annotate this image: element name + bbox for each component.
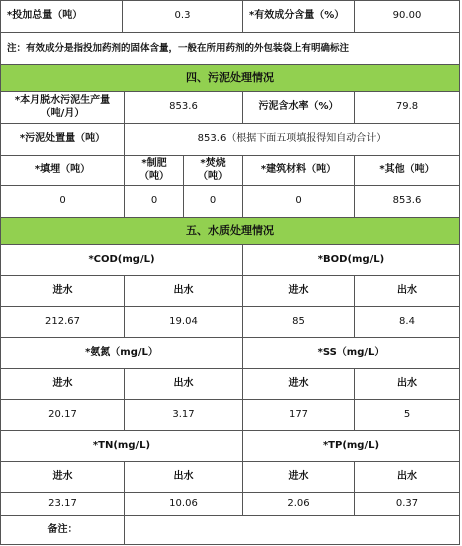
cod-outflow-label: 出水 [125,276,243,306]
sludge-disposal-row [1,123,459,155]
tp-outflow-value[interactable]: 0.37 [395,497,419,509]
bod-inflow-value[interactable]: 85 [243,307,355,337]
tp-outflow-label: 出水 [397,470,417,482]
water-group-3-value-row [1,492,459,515]
sludge-section-title: 四、污泥处理情况 [186,71,274,85]
dosing-row [1,0,459,32]
method-building-material-label: *建筑材料（吨） [243,156,355,185]
water-group-2-value-row [1,399,459,430]
tn-outflow-label: 出水 [125,462,243,492]
tp-inflow-label: 进水 [243,462,355,492]
dosing-total-value[interactable]: 0.3 [123,1,243,32]
tn-title: *TN(mg/L) [1,431,243,461]
tp-inflow-value[interactable]: 2.06 [243,493,355,515]
building-material-value[interactable]: 0 [243,186,355,217]
remarks-field[interactable] [125,516,459,545]
water-group-3-io-row [1,461,459,492]
method-incineration-label: *焚烧（吨） [184,156,243,185]
bod-title: *BOD(mg/L) [317,253,385,265]
ss-outflow-label: 出水 [397,377,417,389]
ss-inflow-value[interactable]: 177 [243,400,355,430]
water-group-3-title-row [1,430,459,461]
disposal-value: 853.6（根据下面五项填报得知自动合计） [197,133,387,145]
note-row [1,32,459,64]
incineration-value[interactable]: 0 [184,186,243,217]
monthly-sludge-label: *本月脱水污泥生产量（吨/月） [1,92,125,123]
remarks-label: 备注： [1,516,125,545]
sludge-section-header [1,64,459,91]
ss-title: *SS（mg/L） [317,346,385,358]
water-section-title: 五、水质处理情况 [186,224,274,238]
ammonia-inflow-value[interactable]: 20.17 [1,400,125,430]
landfill-value[interactable]: 0 [1,186,125,217]
ammonia-outflow-value[interactable]: 3.17 [125,400,243,430]
dosing-total-label: *投加总量（吨） [1,1,123,32]
method-other-label: *其他（吨） [379,164,435,176]
water-group-1-title-row [1,244,459,275]
water-group-2-io-row [1,368,459,399]
note-text: 注：有效成分是指投加药剂的固体含量，一般在所用药剂的外包装袋上有明确标注 [7,42,350,54]
active-content-label: *有效成分含量（%） [243,1,355,32]
active-content-value[interactable]: 90.00 [392,10,422,22]
water-group-1-value-row [1,306,459,337]
method-fertilizer-label: *制肥（吨） [125,156,184,185]
tn-outflow-value[interactable]: 10.06 [125,493,243,515]
tn-inflow-label: 进水 [1,462,125,492]
bod-outflow-label: 出水 [397,284,417,296]
water-group-1-io-row [1,275,459,306]
moisture-label: 污泥含水率（%） [243,92,355,123]
bod-outflow-value[interactable]: 8.4 [399,315,415,327]
disposal-methods-header-row [1,155,459,185]
bod-inflow-label: 进水 [243,276,355,306]
tp-title: *TP(mg/L) [322,439,380,451]
ss-outflow-value[interactable]: 5 [403,408,411,420]
monthly-sludge-value[interactable]: 853.6 [125,92,243,123]
sludge-production-row [1,91,459,123]
remarks-row [1,515,459,545]
method-landfill-label: *填埋（吨） [1,156,125,185]
ss-inflow-label: 进水 [243,369,355,399]
other-value[interactable]: 853.6 [392,195,422,207]
water-section-header [1,217,459,244]
moisture-value[interactable]: 79.8 [395,101,419,113]
cod-inflow-value[interactable]: 212.67 [1,307,125,337]
fertilizer-value[interactable]: 0 [125,186,184,217]
cod-title: *COD(mg/L) [1,245,243,275]
water-group-2-title-row [1,337,459,368]
cod-inflow-label: 进水 [1,276,125,306]
disposal-methods-value-row [1,185,459,217]
ammonia-outflow-label: 出水 [125,369,243,399]
disposal-label: *污泥处置量（吨） [1,124,125,155]
tn-inflow-value[interactable]: 23.17 [1,493,125,515]
ammonia-inflow-label: 进水 [1,369,125,399]
ammonia-title: *氨氮（mg/L） [1,338,243,368]
cod-outflow-value[interactable]: 19.04 [125,307,243,337]
